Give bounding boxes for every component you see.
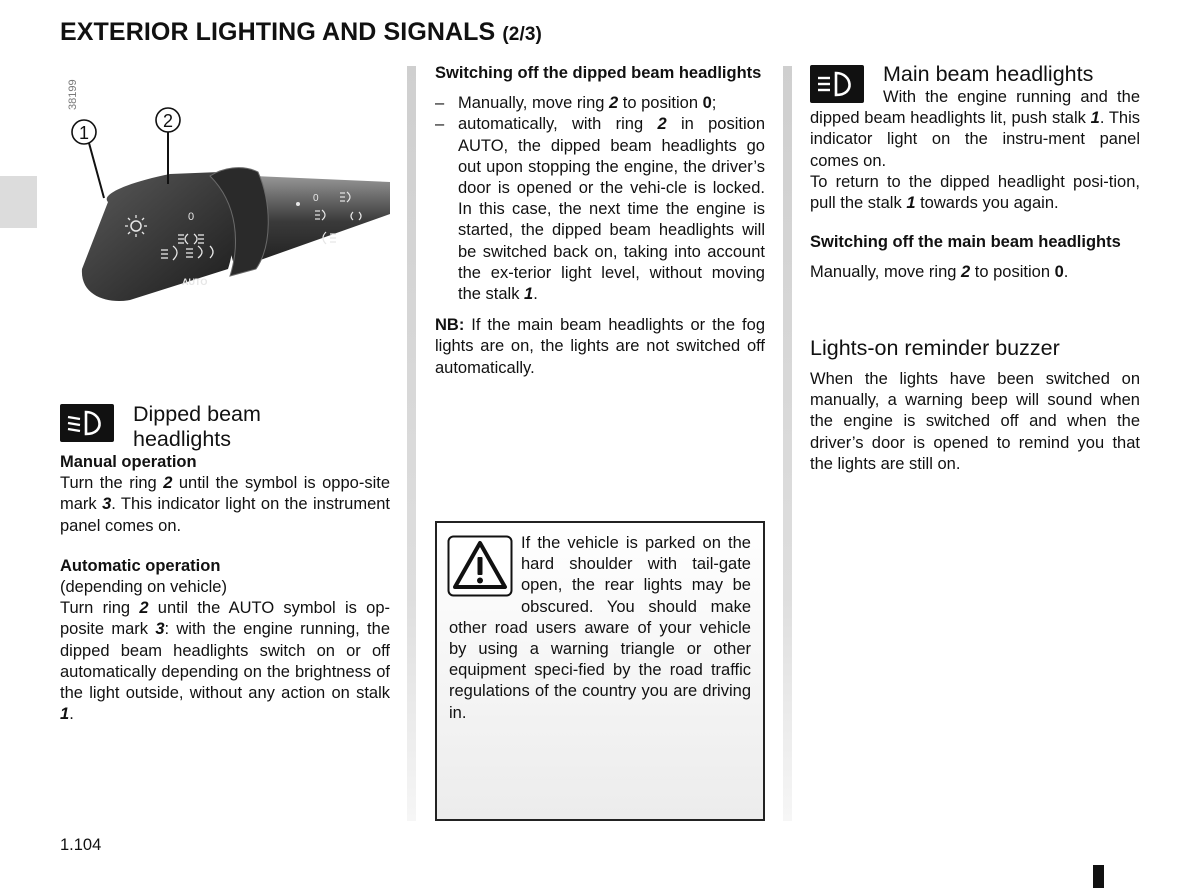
reminder-text: When the lights have been switched on manually, a warning beep will sound when the engine is switched off and when the driver’s door is opened to remind you that the lights are still on.	[810, 370, 1140, 473]
dipped-beam-heading-line1: Dipped beam	[133, 402, 261, 426]
dipped-beam-icon	[60, 404, 114, 442]
ref-ring: 2	[609, 94, 619, 113]
text-run: . This indicator light on the instru-ment panel comes on.	[810, 109, 1140, 170]
callout-2: 2	[162, 111, 174, 131]
text-run: : with the engine running, the dipped beam headlights switch on or off automatically depending on the brightness of the light outside, without any action on stalk	[60, 620, 390, 703]
nb-text: If the main beam headlights or the fog lights are on, the lights are not switched off automatically.	[435, 316, 765, 377]
section-tab	[0, 176, 37, 228]
stalk-illustration	[60, 64, 394, 314]
dash-marker: –	[435, 115, 445, 134]
nb-note	[435, 315, 765, 379]
ref-position: 0	[702, 94, 712, 113]
ring-auto-label: AUTO	[182, 277, 208, 287]
text-run: Manually, move ring	[458, 94, 610, 113]
text-run: until the AUTO symbol is op-posite mark	[60, 599, 390, 639]
ref-stalk: 1	[60, 705, 70, 724]
ring-zero-outer: 0	[313, 193, 319, 204]
text-run: .	[1063, 263, 1069, 282]
automatic-operation-title: Automatic operation	[60, 556, 221, 575]
ref-mark: 3	[102, 495, 112, 514]
main-beam-off-section	[810, 232, 1140, 283]
warning-box	[435, 521, 765, 821]
text-run: .	[69, 705, 74, 724]
warning-triangle-icon	[447, 535, 513, 597]
text-run: to position	[618, 94, 703, 113]
image-reference: 38199	[67, 79, 79, 110]
main-beam-heading: Main beam headlights	[883, 62, 1094, 86]
text-run: ;	[711, 94, 717, 113]
text-run: To return to the dipped headlight posi-tion, pull the stalk	[810, 172, 1140, 213]
list-item	[435, 93, 765, 114]
main-beam-text	[810, 87, 1140, 214]
ref-ring: 2	[139, 599, 149, 618]
ref-mark: 3	[155, 620, 165, 639]
text-run: until the symbol is oppo-site mark	[60, 474, 390, 514]
main-beam-off-text	[810, 262, 1140, 283]
page-title-text: EXTERIOR LIGHTING AND SIGNALS	[60, 18, 496, 46]
ref-stalk: 1	[1090, 109, 1100, 128]
main-beam-return	[810, 172, 1140, 214]
automatic-operation-text	[60, 598, 390, 725]
main-beam-paragraph	[810, 87, 1140, 172]
text-run: to position	[970, 263, 1055, 282]
dipped-beam-section	[60, 452, 390, 725]
text-run: towards you again.	[915, 194, 1059, 213]
ref-stalk: 1	[906, 194, 916, 213]
text-run: in position AUTO, the dipped beam headlights go out upon stopping the engine, the driver’s door is opened or the vehi-cle is locked. In this case, the next time the engine is started, the dipped beam headlights will be switched back on, taking into account the ex-terior light level, without moving the stalk	[458, 115, 766, 304]
page-title	[60, 18, 542, 47]
text-run: .	[533, 285, 538, 304]
ref-ring: 2	[657, 115, 667, 134]
column-separator-right	[783, 66, 792, 821]
manual-operation-title: Manual operation	[60, 453, 197, 471]
callout-1: 1	[78, 123, 90, 143]
automatic-operation-subtitle: (depending on vehicle)	[60, 578, 227, 597]
reminder-heading: Lights-on reminder buzzer	[810, 336, 1060, 360]
text-run: . This indicator light on the instrument panel comes on.	[60, 495, 391, 535]
ref-position: 0	[1054, 263, 1064, 282]
main-beam-off-title: Switching off the main beam headlights	[810, 233, 1121, 251]
switch-off-title: Switching off the dipped beam headlights	[435, 64, 762, 82]
nb-label: NB:	[435, 316, 465, 335]
ring-zero-inner: 0	[188, 211, 195, 223]
ref-ring: 2	[961, 263, 971, 282]
warning-text: If the vehicle is parked on the hard shoulder with tail-gate open, the rear lights may be obscured. You should make other road users aware of your vehicle by using a warning triangle or other equipment speci-fied by the road traffic regulations of the country you are driving in.	[449, 534, 751, 722]
page-number: 1.104	[60, 836, 102, 854]
dipped-beam-heading	[133, 402, 393, 452]
text-run: Turn the ring	[60, 474, 164, 493]
ref-ring: 2	[163, 474, 173, 493]
ref-stalk: 1	[524, 285, 534, 304]
switch-off-section	[435, 63, 765, 379]
dipped-beam-heading-line2: headlights	[133, 427, 232, 451]
page-title-part: (2/3)	[502, 24, 542, 45]
list-item	[435, 114, 765, 305]
text-run: automatically, with ring	[458, 115, 658, 134]
dash-marker: –	[435, 94, 445, 113]
page-edge-marker	[1093, 865, 1104, 888]
text-run: Turn ring	[60, 599, 140, 618]
text-run: With the engine running and the dipped beam headlights lit, push stalk	[810, 88, 1140, 128]
text-run: Manually, move ring	[810, 263, 962, 282]
column-separator-left	[407, 66, 416, 821]
lighting-stalk-drawing	[60, 64, 394, 314]
manual-operation-text	[60, 473, 390, 537]
